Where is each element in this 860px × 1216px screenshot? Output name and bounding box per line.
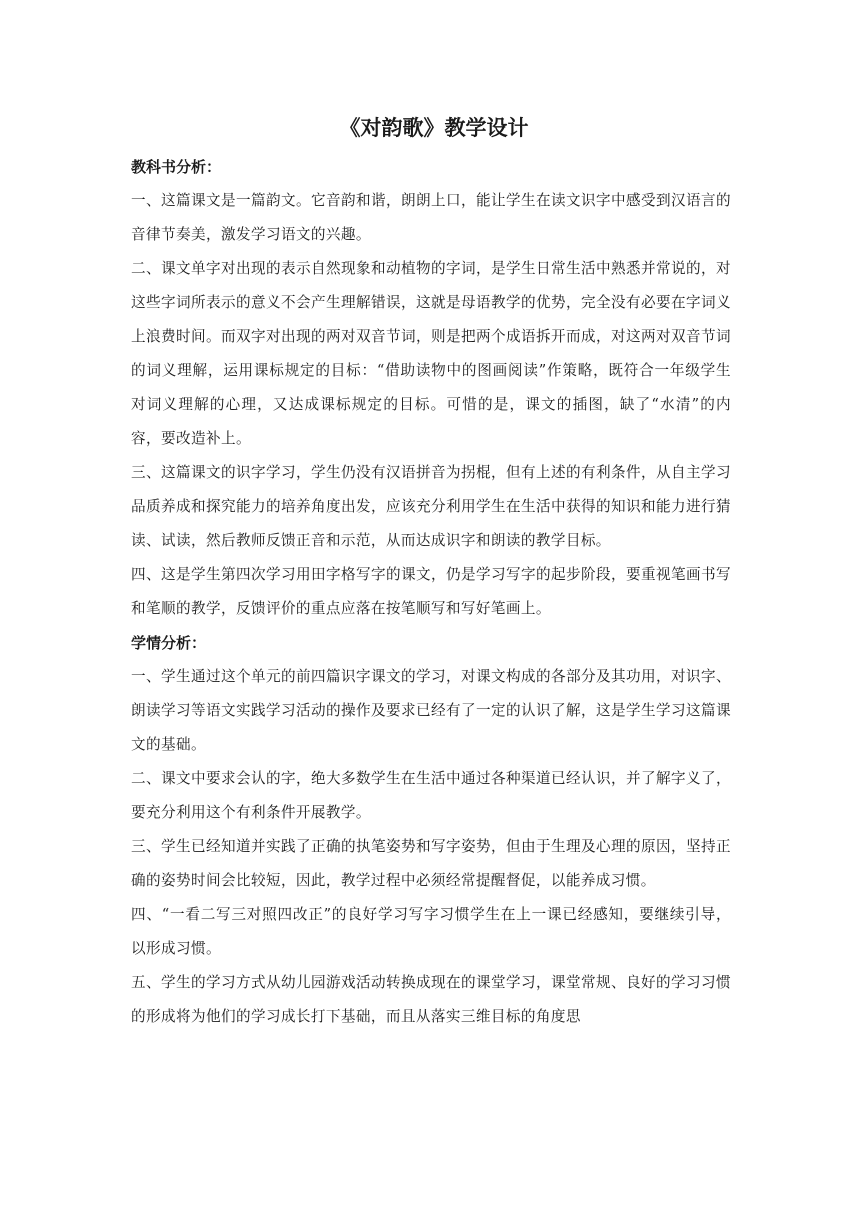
section-heading: 教科书分析：	[131, 158, 222, 176]
paragraph: 四、“一看二写三对照四改正”的良好学习写字习惯学生在上一课已经感知，要继续引导，以形成习惯。	[131, 906, 731, 957]
paragraph: 一、这篇课文是一篇韵文。它音韵和谐，朗朗上口，能让学生在读文识字中感受到汉语言的音律节奏美，激发学习语文的兴趣。	[131, 192, 731, 243]
document-title: 《对韵歌》教学设计	[339, 116, 529, 140]
section-heading: 学情分析：	[131, 634, 207, 652]
paragraph: 二、课文中要求会认的字，绝大多数学生在生活中通过各种渠道已经认识，并了解字义了，要充分利用这个有利条件开展教学。	[131, 770, 731, 821]
paragraph: 二、课文单字对出现的表示自然现象和动植物的字词，是学生日常生活中熟悉并常说的，对这些字词所表示的意义不会产生理解错误，这就是母语教学的优势，完全没有必要在字词义上浪费时间。而双字对出现的两对双音节词，则是把两个成语拆开而成，对这两对双音节词的词义理解，运用课标规定的目标：“借助读物中的图画阅读”作策略，既符合一年级学生对词义理解的心理，又达成课标规定的目标。可惜的是，课文的插图，缺了“水清”的内容，要改造补上。	[131, 260, 731, 447]
paragraph: 三、这篇课文的识字学习，学生仍没有汉语拼音为拐棍，但有上述的有利条件，从自主学习品质养成和探究能力的培养角度出发，应该充分利用学生在生活中获得的知识和能力进行猜读、试读，然后教师反馈正音和示范，从而达成识字和朗读的教学目标。	[131, 464, 731, 549]
document-page	[131, 108, 731, 1034]
paragraph: 一、学生通过这个单元的前四篇识字课文的学习，对课文构成的各部分及其功用，对识字、朗读学习等语文实践学习活动的操作及要求已经有了一定的认识了解，这是学生学习这篇课文的基础。	[131, 668, 731, 753]
paragraph: 五、学生的学习方式从幼儿园游戏活动转换成现在的课堂学习，课堂常规、良好的学习习惯的形成将为他们的学习成长打下基础，而且从落实三维目标的角度思	[131, 974, 731, 1025]
paragraph: 四、这是学生第四次学习用田字格写字的课文，仍是学习写字的起步阶段，要重视笔画书写和笔顺的教学，反馈评价的重点应落在按笔顺写和写好笔画上。	[131, 566, 731, 617]
learner-analysis-section	[131, 626, 731, 1034]
paragraph: 三、学生已经知道并实践了正确的执笔姿势和写字姿势，但由于生理及心理的原因，坚持正确的姿势时间会比较短，因此，教学过程中必须经常提醒督促，以能养成习惯。	[131, 838, 731, 889]
textbook-analysis-section	[131, 150, 731, 626]
